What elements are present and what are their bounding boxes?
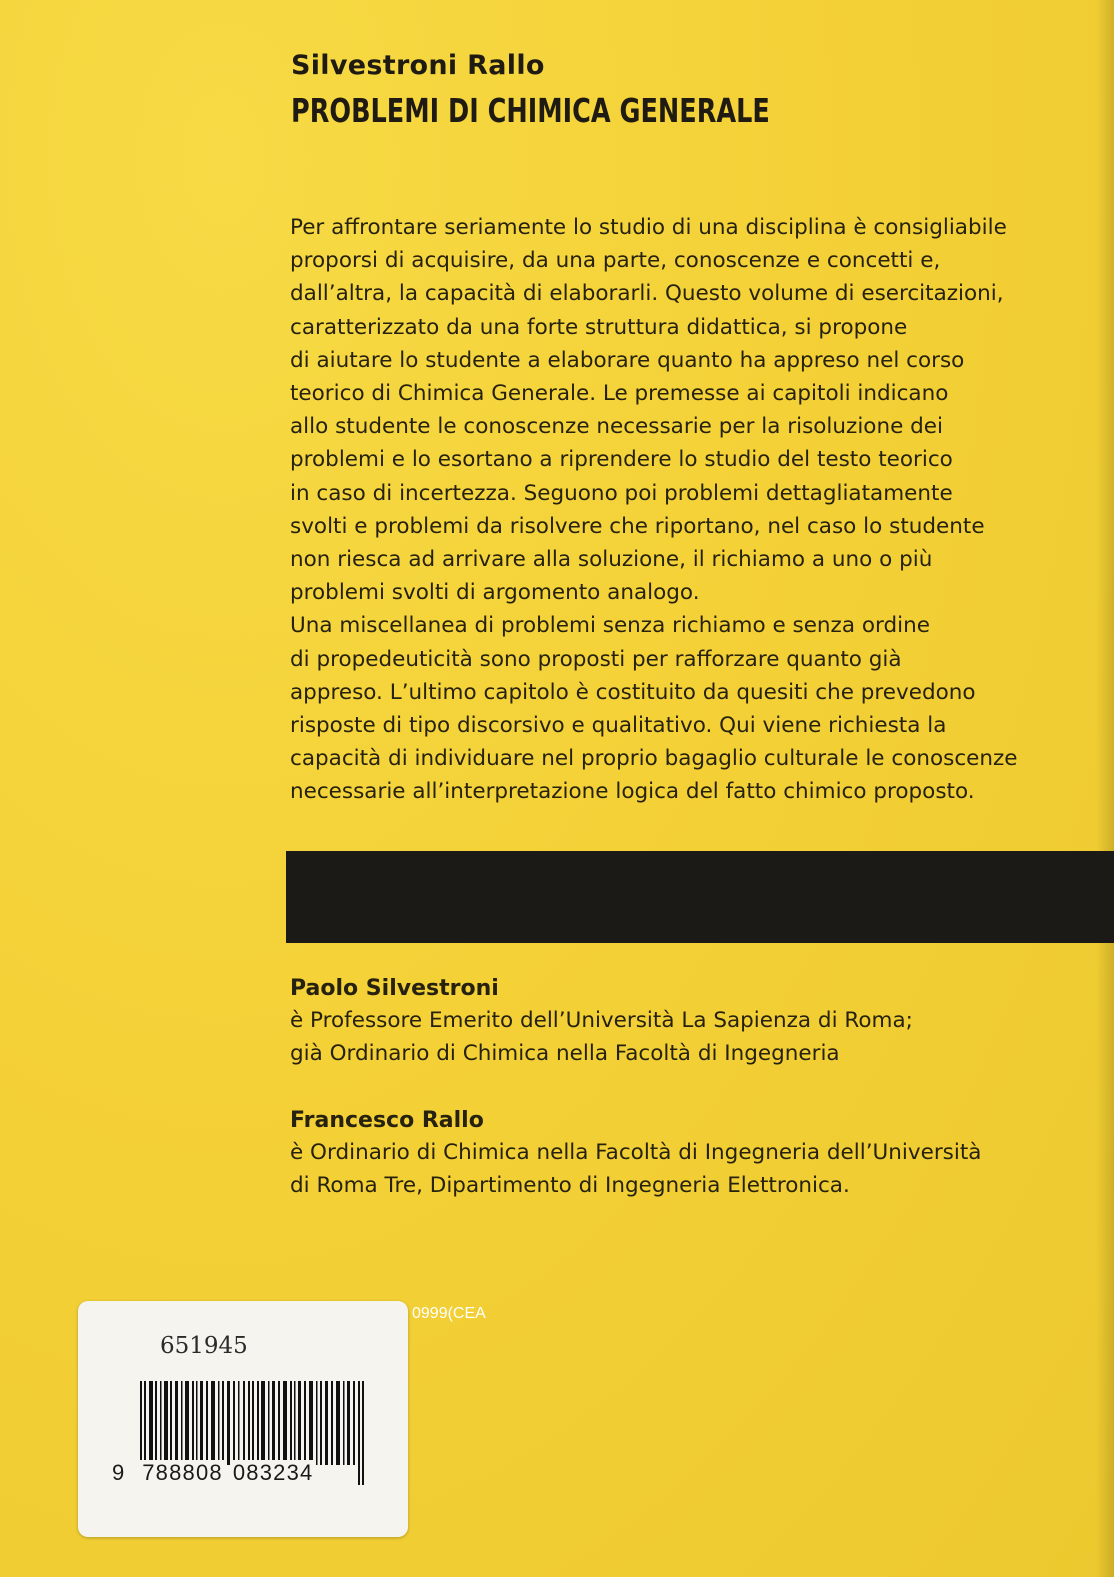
author-bio-silvestroni — [290, 974, 1090, 1070]
blurb-line: teorico di Chimica Generale. Le premesse ai capitoli indicano — [290, 381, 949, 407]
blurb-line: problemi svolti di argomento analogo. — [290, 580, 700, 606]
blurb-line: allo studente le conoscenze necessarie per la risoluzione dei — [290, 414, 943, 440]
barcode-group-left: 788808 — [142, 1460, 223, 1485]
author-bio-line: è Professore Emerito dell’Università La Sapienza di Roma; — [290, 1008, 913, 1033]
blurb-line: appreso. L’ultimo capitolo è costituito da quesiti che prevedono — [290, 679, 976, 705]
blurb-line: dall’altra, la capacità di elaborarli. Questo volume di esercitazioni, — [290, 281, 1004, 307]
barcode-lead-digit: 9 — [112, 1460, 125, 1485]
blurb-line: non riesca ad arrivare alla soluzione, il richiamo a uno o più — [290, 547, 933, 573]
author-bio-rallo — [290, 1106, 1090, 1202]
sticker-code: 651945 — [160, 1333, 248, 1359]
blurb-line: proporsi di acquisire, da una parte, conoscenze e concetti e, — [290, 248, 941, 274]
blurb-line: capacità di individuare nel proprio bagaglio culturale le conoscenze — [290, 746, 1018, 772]
cover-title: PROBLEMI DI CHIMICA GENERALE — [291, 91, 770, 130]
author-bio-line: di Roma Tre, Dipartimento di Ingegneria Elettronica. — [290, 1173, 850, 1198]
barcode-group-right: 083234 — [232, 1460, 314, 1485]
blurb-line: problemi e lo esortano a riprendere lo studio del testo teorico — [290, 447, 953, 473]
blurb-line: di propedeuticità sono proposti per rafforzare quanto già — [290, 646, 902, 672]
blurb-line: Per affrontare seriamente lo studio di una disciplina è consigliabile — [290, 215, 1007, 240]
blurb-line: in caso di incertezza. Seguono poi problemi dettagliatamente — [290, 480, 953, 506]
blurb-line: caratterizzato da una forte struttura didattica, si propone — [290, 314, 908, 340]
blurb-line: svolti e problemi da risolvere che riportano, nel caso lo studente — [290, 513, 985, 539]
author-bio-line: già Ordinario di Chimica nella Facoltà di Ingegneria — [290, 1041, 840, 1066]
price-sticker — [78, 1301, 408, 1537]
reference-code: 0999(CEA — [412, 1305, 486, 1322]
author-name: Paolo Silvestroni — [290, 976, 499, 1001]
blurb-line: risposte di tipo discorsivo e qualitativo. Qui viene richiesta la — [290, 713, 947, 739]
black-band — [286, 851, 1114, 943]
blurb-line: Una miscellanea di problemi senza richiamo e senza ordine — [290, 613, 930, 639]
barcode-digits — [112, 1460, 316, 1486]
cover-author: Silvestroni Rallo — [291, 50, 545, 81]
back-cover-blurb — [290, 211, 1100, 809]
author-bio-line: è Ordinario di Chimica nella Facoltà di Ingegneria dell’Università — [290, 1140, 982, 1165]
blurb-line: di aiutare lo studente a elaborare quanto ha appreso nel corso — [290, 347, 965, 373]
author-name: Francesco Rallo — [290, 1108, 484, 1133]
blurb-line: necessarie all’interpretazione logica del fatto chimico proposto. — [290, 779, 975, 805]
